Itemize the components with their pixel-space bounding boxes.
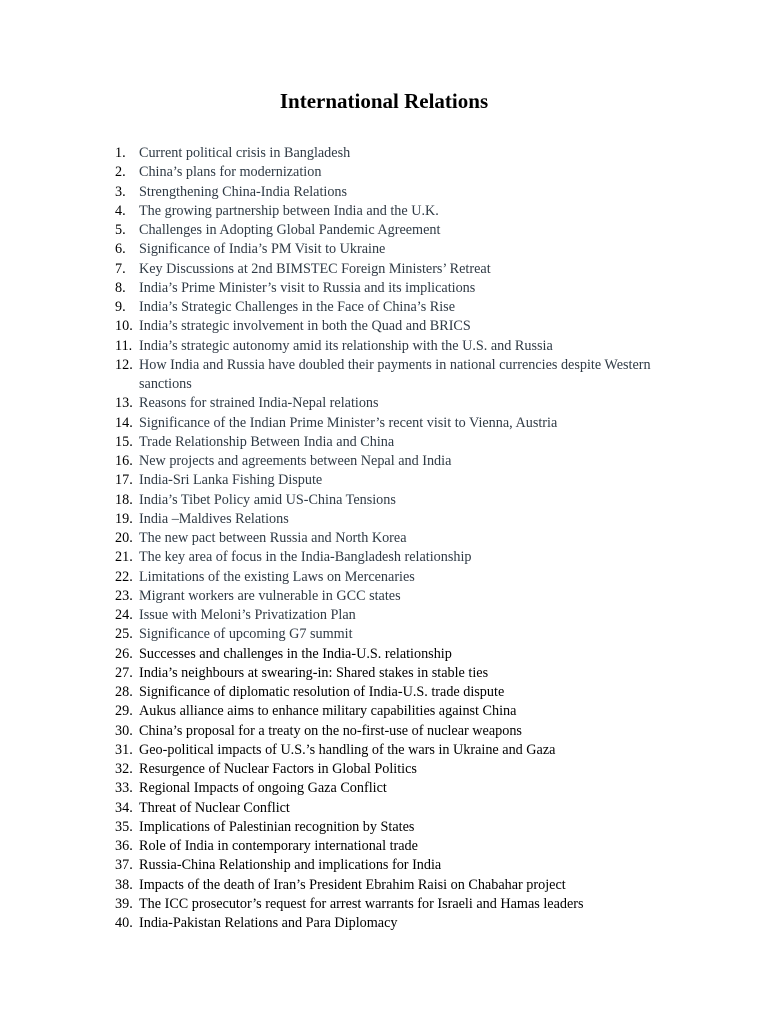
list-item-text: Significance of the Indian Prime Minister’s recent visit to Vienna, Austria xyxy=(139,414,558,431)
list-item-text: The ICC prosecutor’s request for arrest warrants for Israeli and Hamas leaders xyxy=(139,895,584,912)
list-item-number: 35. xyxy=(115,818,133,835)
list-item xyxy=(0,837,659,856)
page-title: International Relations xyxy=(279,89,489,113)
list-item xyxy=(0,183,659,202)
list-item-number: 3. xyxy=(115,183,126,200)
list-item-text: Significance of upcoming G7 summit xyxy=(139,626,353,643)
list-item-text: Migrant workers are vulnerable in GCC states xyxy=(139,587,401,604)
list-item-text: Limitations of the existing Laws on Mercenaries xyxy=(139,568,415,585)
list-item-number: 31. xyxy=(115,741,133,758)
list-item xyxy=(0,799,659,818)
list-item-number: 8. xyxy=(115,279,126,296)
list-item xyxy=(0,548,659,567)
list-item xyxy=(0,394,659,413)
list-item xyxy=(0,202,659,221)
list-item xyxy=(0,856,659,875)
list-item xyxy=(0,568,659,587)
list-item xyxy=(0,163,659,182)
list-item-number: 14. xyxy=(115,414,133,431)
list-item-number: 34. xyxy=(115,799,133,816)
list-item-number: 40. xyxy=(115,915,133,931)
list-item-number: 20. xyxy=(115,530,133,546)
list-item-number: 7. xyxy=(115,260,126,277)
list-item-number: 10. xyxy=(115,318,133,335)
list-item-text: Aukus alliance aims to enhance military capabilities against China xyxy=(139,703,517,720)
list-item-number: 29. xyxy=(115,703,133,720)
list-item xyxy=(0,279,659,298)
list-item-number: 17. xyxy=(115,472,133,489)
list-item xyxy=(0,356,659,395)
list-item-text: Current political crisis in Bangladesh xyxy=(139,145,351,161)
list-item xyxy=(0,606,659,625)
list-item-number: 22. xyxy=(115,568,133,585)
list-item-text: Russia-China Relationship and implications for India xyxy=(139,857,442,874)
list-item-text: Significance of India’s PM Visit to Ukraine xyxy=(139,241,386,258)
list-item-text: How India and Russia have doubled their payments in national currencies despite Western sanctions xyxy=(139,356,651,392)
list-item-number: 21. xyxy=(115,549,133,566)
list-item-text: Reasons for strained India-Nepal relations xyxy=(139,395,379,412)
list-item-text: New projects and agreements between Nepal and India xyxy=(139,453,452,469)
list-item-text: China’s plans for modernization xyxy=(139,164,322,181)
list-item xyxy=(0,529,659,548)
list-item-text: Resurgence of Nuclear Factors in Global Politics xyxy=(139,761,417,777)
list-item xyxy=(0,433,659,452)
list-item-number: 28. xyxy=(115,684,133,700)
list-item-number: 6. xyxy=(115,241,126,258)
list-item-number: 1. xyxy=(115,145,126,161)
list-item-number: 25. xyxy=(115,626,133,643)
list-item-number: 39. xyxy=(115,895,133,912)
list-item xyxy=(0,414,659,433)
list-item-text: India-Pakistan Relations and Para Diplomacy xyxy=(139,915,398,931)
list-item-text: India’s Prime Minister’s visit to Russia and its implications xyxy=(139,279,476,296)
list-item xyxy=(0,471,659,490)
list-item-number: 13. xyxy=(115,395,133,412)
list-item-number: 12. xyxy=(115,356,133,373)
list-item-number: 15. xyxy=(115,433,133,450)
list-item xyxy=(0,645,659,664)
list-item-text: India’s Tibet Policy amid US-China Tensions xyxy=(139,491,396,508)
list-item xyxy=(0,876,659,895)
list-item-text: India’s strategic involvement in both the Quad and BRICS xyxy=(139,318,471,335)
list-item-number: 23. xyxy=(115,587,133,604)
list-item-text: Implications of Palestinian recognition by States xyxy=(139,818,415,835)
list-item-number: 26. xyxy=(115,645,133,662)
list-item xyxy=(0,722,659,741)
list-item xyxy=(0,452,659,471)
list-item-number: 36. xyxy=(115,838,133,854)
list-item-number: 9. xyxy=(115,299,126,315)
list-item-text: The new pact between Russia and North Korea xyxy=(139,530,407,546)
list-item-text: Threat of Nuclear Conflict xyxy=(139,799,290,816)
list-item-text: Geo-political impacts of U.S.’s handling of the wars in Ukraine and Gaza xyxy=(139,741,556,758)
list-item-number: 27. xyxy=(115,664,133,681)
list-item-text: India-Sri Lanka Fishing Dispute xyxy=(139,472,323,489)
list-item-text: Successes and challenges in the India-U.S. relationship xyxy=(139,645,452,662)
list-item xyxy=(0,625,659,644)
list-item xyxy=(0,818,659,837)
list-item-number: 16. xyxy=(115,453,133,469)
list-item-number: 33. xyxy=(115,780,133,797)
topic-list xyxy=(0,144,768,933)
list-item-number: 5. xyxy=(115,222,126,238)
list-item xyxy=(0,587,659,606)
list-item-text: India’s neighbours at swearing-in: Shared stakes in stable ties xyxy=(139,664,489,681)
list-item-text: Regional Impacts of ongoing Gaza Conflict xyxy=(139,780,387,797)
list-item xyxy=(0,895,659,914)
list-item-text: The key area of focus in the India-Bangladesh relationship xyxy=(139,549,472,566)
list-item xyxy=(0,240,659,259)
list-item-text: India –Maldives Relations xyxy=(139,510,289,527)
list-item-number: 32. xyxy=(115,761,133,777)
list-item xyxy=(0,260,659,279)
list-item xyxy=(0,914,659,933)
list-item xyxy=(0,144,659,163)
list-item-text: India’s Strategic Challenges in the Face of China’s Rise xyxy=(139,299,455,315)
list-item-number: 4. xyxy=(115,202,126,219)
list-item xyxy=(0,779,659,798)
list-item xyxy=(0,491,659,510)
list-item-text: The growing partnership between India and the U.K. xyxy=(139,202,439,219)
list-item xyxy=(0,664,659,683)
list-item-text: Challenges in Adopting Global Pandemic Agreement xyxy=(139,222,441,238)
list-item-text: Strengthening China-India Relations xyxy=(139,183,348,200)
list-item xyxy=(0,741,659,760)
list-item-number: 11. xyxy=(115,337,133,354)
list-item-number: 2. xyxy=(115,164,126,181)
list-item xyxy=(0,683,659,702)
list-item-text: India’s strategic autonomy amid its relationship with the U.S. and Russia xyxy=(139,337,553,354)
list-item-text: Significance of diplomatic resolution of India-U.S. trade dispute xyxy=(139,684,505,700)
list-item xyxy=(0,760,659,779)
list-item xyxy=(0,317,659,336)
list-item xyxy=(0,337,659,356)
list-item-number: 37. xyxy=(115,857,133,874)
list-item-number: 24. xyxy=(115,607,133,623)
list-item-text: China’s proposal for a treaty on the no-first-use of nuclear weapons xyxy=(139,722,522,739)
list-item-number: 38. xyxy=(115,876,133,893)
list-item-number: 30. xyxy=(115,722,133,739)
list-item-number: 18. xyxy=(115,491,133,508)
list-item-text: Trade Relationship Between India and China xyxy=(139,433,395,450)
list-item-text: Key Discussions at 2nd BIMSTEC Foreign Ministers’ Retreat xyxy=(139,260,491,277)
list-item xyxy=(0,510,659,529)
list-item xyxy=(0,702,659,721)
list-item xyxy=(0,298,659,317)
list-item-number: 19. xyxy=(115,510,133,527)
list-item xyxy=(0,221,659,240)
list-item-text: Impacts of the death of Iran’s President Ebrahim Raisi on Chabahar project xyxy=(139,876,566,893)
list-item-text: Role of India in contemporary international trade xyxy=(139,838,418,854)
list-item-text: Issue with Meloni’s Privatization Plan xyxy=(139,607,356,623)
